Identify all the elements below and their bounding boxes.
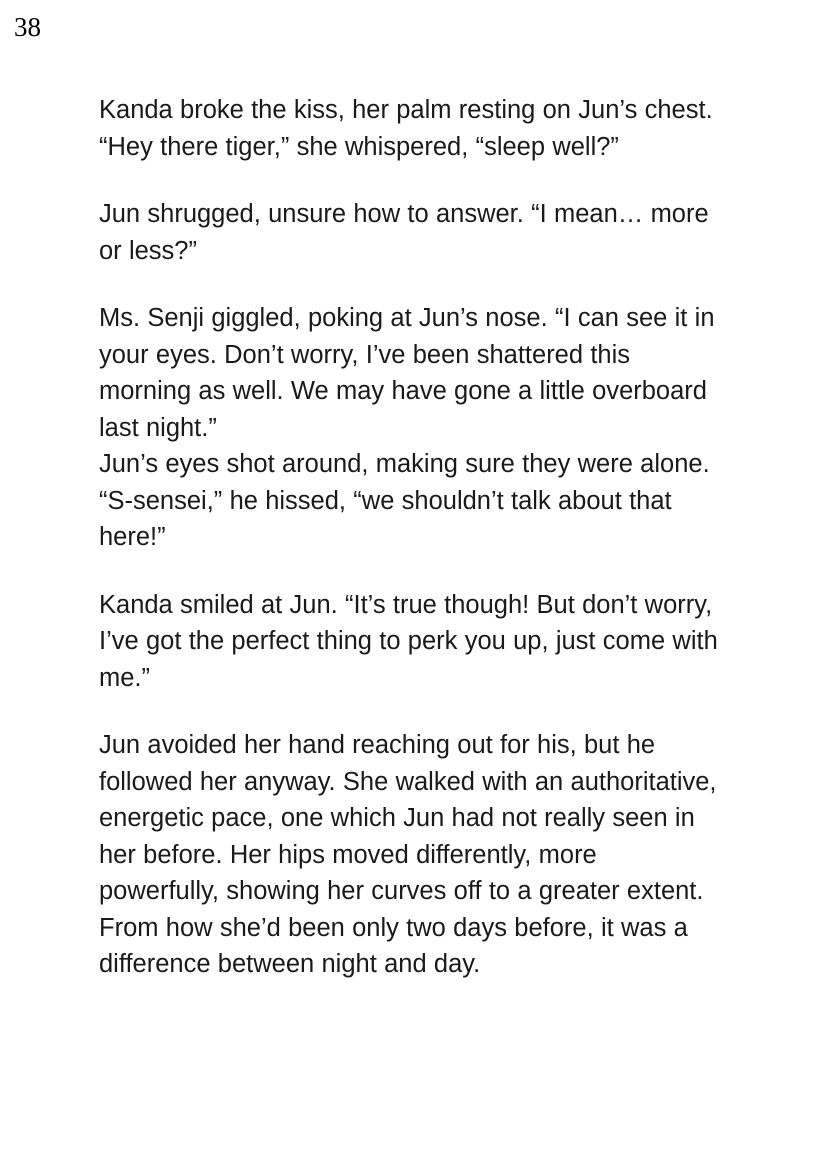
- page-body: [99, 92, 724, 983]
- page-number: 38: [14, 12, 41, 42]
- paragraph: Jun avoided her hand reaching out for his, but he followed her anyway. She walked with an authoritative, energetic pace, one which Jun had not really seen in her before. Her hips moved differently, more powerfully, showing her curves off to a greater extent. From how she’d been only two days before, it was a difference between night and day.: [99, 731, 717, 978]
- paragraph: Jun shrugged, unsure how to answer. “I mean… more or less?”: [99, 200, 709, 265]
- paragraph: Kanda smiled at Jun. “It’s true though! But don’t worry, I’ve got the perfect thing to perk you up, just come with me.”: [99, 590, 718, 692]
- paragraph: Jun’s eyes shot around, making sure they were alone. “S-sensei,” he hissed, “we shouldn’t talk about that here!”: [99, 450, 710, 551]
- paragraph: Kanda broke the kiss, her palm resting on Jun’s chest. “Hey there tiger,” she whispered, “sleep well?”: [99, 96, 713, 161]
- paragraph: Ms. Senji giggled, poking at Jun’s nose. “I can see it in your eyes. Don’t worry, I’ve been shattered this morning as well. We may have gone a little overboard last night.”: [99, 304, 715, 442]
